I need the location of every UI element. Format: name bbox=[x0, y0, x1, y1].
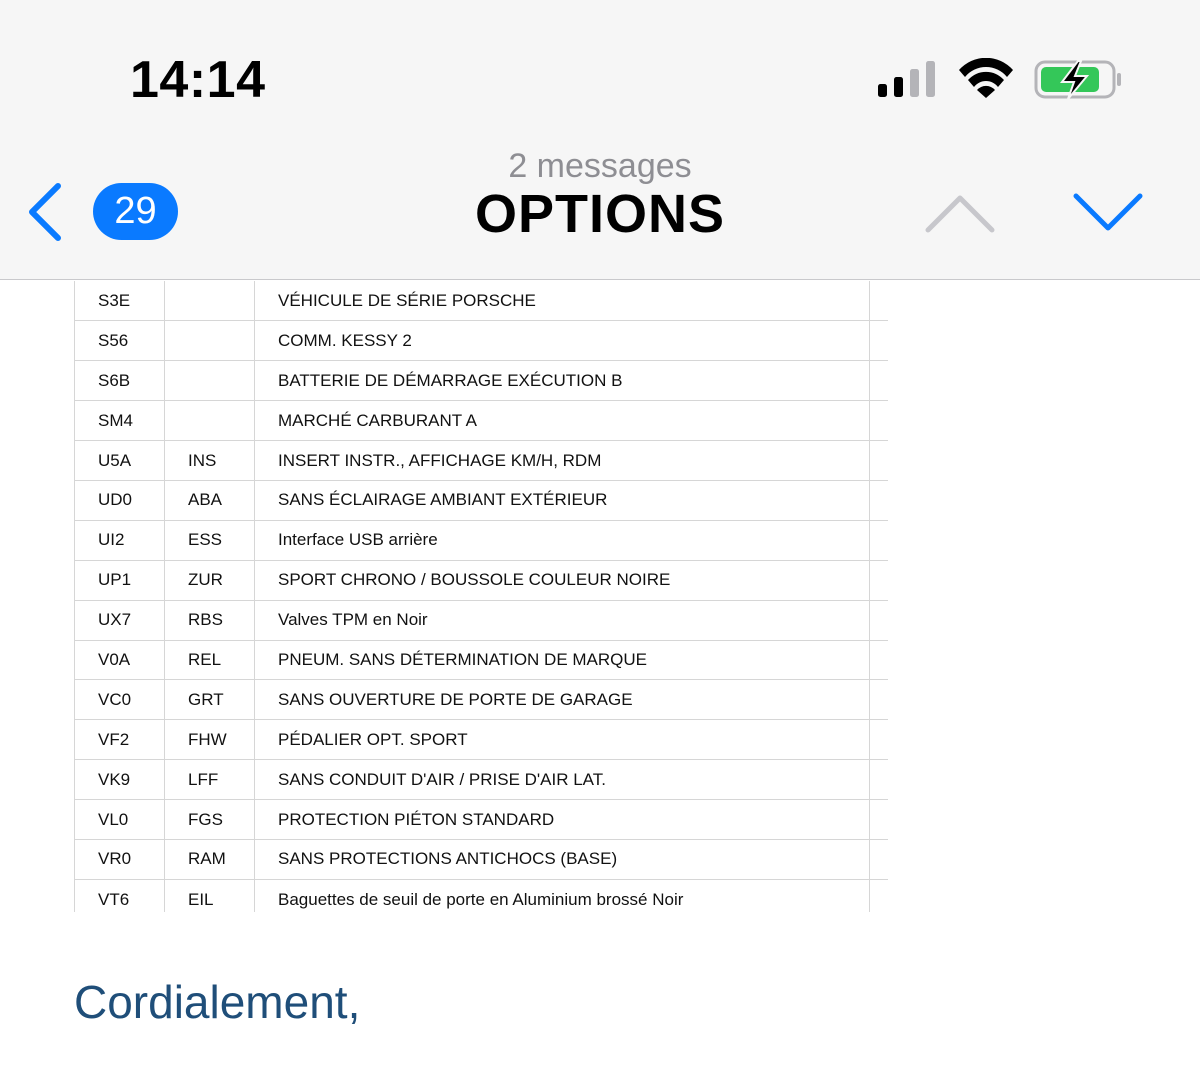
page-title: OPTIONS bbox=[474, 184, 726, 244]
option-group-cell: INS bbox=[165, 441, 255, 481]
option-description-cell: PÉDALIER OPT. SPORT bbox=[255, 720, 870, 760]
table-spacer-cell bbox=[870, 800, 889, 840]
cellular-signal-icon bbox=[878, 61, 935, 97]
option-description-cell: SANS CONDUIT D'AIR / PRISE D'AIR LAT. bbox=[255, 760, 870, 800]
battery-charging-icon bbox=[1036, 61, 1121, 99]
table-row bbox=[75, 441, 889, 481]
option-group-cell: LFF bbox=[165, 760, 255, 800]
table-row bbox=[75, 401, 889, 441]
option-code-cell: VT6 bbox=[75, 879, 165, 912]
table-spacer-cell bbox=[870, 720, 889, 760]
unread-count-badge[interactable]: 29 bbox=[93, 183, 178, 240]
table-row bbox=[75, 560, 889, 600]
option-code-cell: UX7 bbox=[75, 600, 165, 640]
option-description-cell: MARCHÉ CARBURANT A bbox=[255, 401, 870, 441]
option-code-cell: U5A bbox=[75, 441, 165, 481]
option-description-cell: BATTERIE DE DÉMARRAGE EXÉCUTION B bbox=[255, 361, 870, 401]
table-row bbox=[75, 640, 889, 680]
option-description-cell: Valves TPM en Noir bbox=[255, 600, 870, 640]
table-row bbox=[75, 839, 889, 879]
option-code-cell: S3E bbox=[75, 281, 165, 321]
table-spacer-cell bbox=[870, 520, 889, 560]
option-code-cell: UD0 bbox=[75, 480, 165, 520]
table-row bbox=[75, 321, 889, 361]
table-spacer-cell bbox=[870, 600, 889, 640]
table-spacer-cell bbox=[870, 560, 889, 600]
option-description-cell: Baguettes de seuil de porte en Aluminium brossé Noir bbox=[255, 879, 870, 912]
option-group-cell: RBS bbox=[165, 600, 255, 640]
table-row bbox=[75, 600, 889, 640]
option-group-cell: ZUR bbox=[165, 560, 255, 600]
option-description-cell: VÉHICULE DE SÉRIE PORSCHE bbox=[255, 281, 870, 321]
option-group-cell: FHW bbox=[165, 720, 255, 760]
option-code-cell: VK9 bbox=[75, 760, 165, 800]
option-code-cell: VR0 bbox=[75, 839, 165, 879]
option-description-cell: SPORT CHRONO / BOUSSOLE COULEUR NOIRE bbox=[255, 560, 870, 600]
option-code-cell: SM4 bbox=[75, 401, 165, 441]
table-row bbox=[75, 281, 889, 321]
option-code-cell: S56 bbox=[75, 321, 165, 361]
option-group-cell: ESS bbox=[165, 520, 255, 560]
options-table bbox=[74, 281, 888, 912]
table-spacer-cell bbox=[870, 281, 889, 321]
email-closing: Cordialement, bbox=[74, 976, 361, 1028]
table-spacer-cell bbox=[870, 480, 889, 520]
option-code-cell: VC0 bbox=[75, 680, 165, 720]
option-group-cell bbox=[165, 401, 255, 441]
table-row bbox=[75, 720, 889, 760]
table-spacer-cell bbox=[870, 680, 889, 720]
option-description-cell: PROTECTION PIÉTON STANDARD bbox=[255, 800, 870, 840]
option-group-cell: EIL bbox=[165, 879, 255, 912]
option-description-cell: SANS OUVERTURE DE PORTE DE GARAGE bbox=[255, 680, 870, 720]
table-row bbox=[75, 680, 889, 720]
table-row bbox=[75, 760, 889, 800]
table-row bbox=[75, 879, 889, 912]
option-description-cell: SANS ÉCLAIRAGE AMBIANT EXTÉRIEUR bbox=[255, 480, 870, 520]
option-description-cell: PNEUM. SANS DÉTERMINATION DE MARQUE bbox=[255, 640, 870, 680]
option-group-cell: REL bbox=[165, 640, 255, 680]
table-row bbox=[75, 361, 889, 401]
option-group-cell bbox=[165, 281, 255, 321]
table-row bbox=[75, 520, 889, 560]
table-spacer-cell bbox=[870, 361, 889, 401]
option-code-cell: UP1 bbox=[75, 560, 165, 600]
status-time: 14:14 bbox=[130, 51, 266, 109]
message-count: 2 messages bbox=[508, 147, 692, 185]
option-description-cell: SANS PROTECTIONS ANTICHOCS (BASE) bbox=[255, 839, 870, 879]
option-group-cell: RAM bbox=[165, 839, 255, 879]
option-group-cell bbox=[165, 361, 255, 401]
option-group-cell: GRT bbox=[165, 680, 255, 720]
option-code-cell: VF2 bbox=[75, 720, 165, 760]
option-code-cell: V0A bbox=[75, 640, 165, 680]
option-description-cell: INSERT INSTR., AFFICHAGE KM/H, RDM bbox=[255, 441, 870, 481]
table-spacer-cell bbox=[870, 640, 889, 680]
navigation-header bbox=[0, 0, 1200, 280]
option-description-cell: Interface USB arrière bbox=[255, 520, 870, 560]
table-spacer-cell bbox=[870, 839, 889, 879]
option-code-cell: S6B bbox=[75, 361, 165, 401]
table-row bbox=[75, 800, 889, 840]
option-group-cell: ABA bbox=[165, 480, 255, 520]
table-spacer-cell bbox=[870, 760, 889, 800]
option-group-cell bbox=[165, 321, 255, 361]
option-code-cell: VL0 bbox=[75, 800, 165, 840]
options-table-container bbox=[74, 281, 888, 912]
option-description-cell: COMM. KESSY 2 bbox=[255, 321, 870, 361]
table-spacer-cell bbox=[870, 879, 889, 912]
table-spacer-cell bbox=[870, 441, 889, 481]
option-code-cell: UI2 bbox=[75, 520, 165, 560]
next-message-chevron-down-icon[interactable] bbox=[1070, 186, 1146, 238]
status-icons bbox=[875, 58, 1125, 102]
table-row bbox=[75, 480, 889, 520]
option-group-cell: FGS bbox=[165, 800, 255, 840]
wifi-icon bbox=[959, 58, 1013, 98]
previous-message-chevron-up-icon[interactable] bbox=[922, 186, 998, 238]
table-spacer-cell bbox=[870, 401, 889, 441]
table-spacer-cell bbox=[870, 321, 889, 361]
